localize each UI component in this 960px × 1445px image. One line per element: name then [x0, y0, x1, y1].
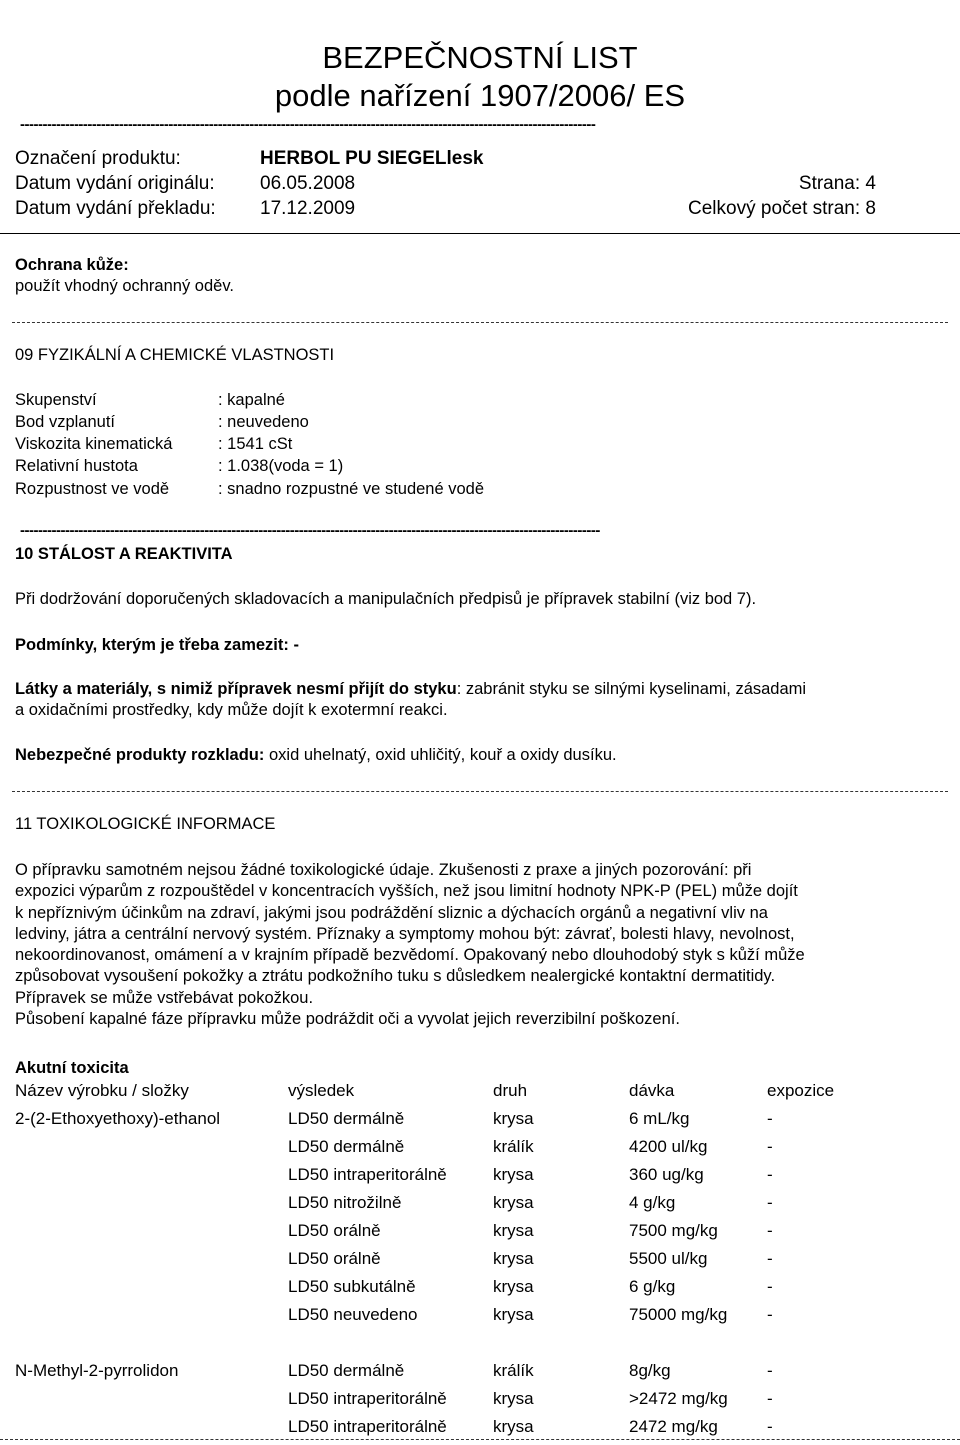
table-cell: krysa	[493, 1249, 534, 1268]
table-cell: králík	[493, 1137, 534, 1156]
text-line: expozici výparům z rozpouštědel v koncentracích vyšších, než jsou limitní hodnoty NPK-P (PEL) může dojít	[15, 882, 798, 901]
table-cell: krysa	[493, 1389, 534, 1408]
table-cell	[15, 1137, 288, 1165]
incompatible-materials-line2: a oxidačními prostředky, kdy může dojít k exotermní reakci.	[15, 701, 448, 719]
table-row	[15, 1193, 834, 1221]
table-cell: krysa	[493, 1193, 534, 1212]
table-spacer-row	[15, 1333, 834, 1361]
table-row	[15, 1221, 834, 1249]
incompatible-materials-text: : zabránit styku se silnými kyselinami, zásadami	[456, 680, 807, 698]
table-cell: krysa	[493, 1417, 534, 1436]
footer-divider	[0, 1439, 960, 1440]
document-subtitle: podle nařízení 1907/2006/ ES	[274, 78, 686, 113]
column-header: Název výrobku / složky	[15, 1081, 189, 1100]
property-label: Bod vzplanutí	[15, 413, 115, 431]
text-line: způsobovat vysoušení pokožky a ztrátu podkožního tuku s důsledkem nealergické kontaktní dermatitidy.	[15, 967, 776, 986]
total-pages: Celkový počet stran: 8	[688, 198, 876, 219]
text-line: k nepříznivým účinkům na zdraví, jakými jsou podráždění sliznic a dýchacích orgánů a negativní vliv na	[15, 903, 768, 922]
property-value: : kapalné	[218, 391, 285, 409]
skin-heading: Ochrana kůže:	[15, 256, 129, 274]
table-cell: 4200 ul/kg	[629, 1137, 708, 1156]
text-line: ledviny, játra a centrální nervový systém. Příznaky a symptomy mohou být: závrať, bolesti hlavy, nevolnost,	[15, 924, 795, 943]
product-label: Označení produktu:	[15, 148, 181, 169]
table-row	[15, 1361, 834, 1389]
property-value: : 1541 cSt	[218, 435, 293, 453]
column-header: výsledek	[288, 1081, 355, 1100]
column-header: druh	[493, 1081, 528, 1100]
table-cell: krysa	[493, 1165, 534, 1184]
table-cell: LD50 subkutálně	[288, 1277, 416, 1296]
table-cell: -	[767, 1165, 773, 1184]
decomposition-products	[15, 746, 617, 765]
table-cell: krysa	[493, 1109, 534, 1128]
table-cell: LD50 orálně	[288, 1249, 381, 1268]
property-label: Viskozita kinematická	[15, 435, 173, 453]
translation-date-label: Datum vydání překladu:	[15, 198, 216, 219]
column-header: expozice	[767, 1081, 835, 1100]
skin-text: použít vhodný ochranný oděv.	[15, 277, 234, 295]
table-cell	[15, 1165, 288, 1193]
table-cell: LD50 neuvedeno	[288, 1305, 418, 1324]
header-rule	[0, 233, 960, 234]
table-cell	[15, 1221, 288, 1249]
table-cell: LD50 dermálně	[288, 1109, 405, 1128]
table-cell: -	[767, 1389, 773, 1408]
table-cell: >2472 mg/kg	[629, 1389, 728, 1408]
table-cell: LD50 orálně	[288, 1221, 381, 1240]
section10-divider: ---------------------------------------------------------------------------------------------------------------------------------	[20, 522, 600, 539]
text-line: Působení kapalné fáze přípravku může podráždit oči a vyvolat jejich reverzibilní poškození.	[15, 1010, 680, 1029]
table-row	[15, 1417, 834, 1445]
table-row	[15, 1389, 834, 1417]
incompatible-materials	[15, 680, 806, 699]
original-date-label: Datum vydání originálu:	[15, 173, 215, 194]
table-row	[15, 1137, 834, 1165]
acute-toxicity-table	[15, 1081, 834, 1445]
section-divider	[12, 791, 948, 792]
table-cell: 75000 mg/kg	[629, 1305, 728, 1324]
decomposition-text: oxid uhelnatý, oxid uhličitý, kouř a oxidy dusíku.	[264, 746, 617, 764]
table-cell: -	[767, 1137, 773, 1156]
table-cell: 6 g/kg	[629, 1277, 676, 1296]
table-cell	[15, 1193, 288, 1221]
section09-heading: 09 FYZIKÁLNÍ A CHEMICKÉ VLASTNOSTI	[15, 346, 335, 364]
section-divider	[12, 322, 948, 323]
text-line: nekoordinovanost, omámení a v krajním případě bezvědomí. Opakovaný nebo dlouhodobý styk s kůží může	[15, 946, 805, 965]
table-cell: -	[767, 1109, 773, 1128]
property-label: Skupenství	[15, 391, 97, 409]
table-cell: krysa	[493, 1305, 534, 1324]
table-cell: 6 mL/kg	[629, 1109, 690, 1128]
table-header-row	[15, 1081, 834, 1109]
table-cell: -	[767, 1305, 773, 1324]
table-cell: 4 g/kg	[629, 1193, 676, 1212]
property-label: Relativní hustota	[15, 457, 138, 475]
table-cell: králík	[493, 1361, 534, 1380]
table-spacer	[15, 1333, 834, 1361]
table-cell: LD50 intraperitorálně	[288, 1389, 447, 1408]
property-label: Rozpustnost ve vodě	[15, 480, 170, 498]
table-cell	[15, 1417, 288, 1445]
translation-date-value: 17.12.2009	[260, 198, 356, 219]
table-cell	[15, 1389, 288, 1417]
table-cell: -	[767, 1417, 773, 1436]
table-cell	[15, 1277, 288, 1305]
conditions-to-avoid: Podmínky, kterým je třeba zamezit: -	[15, 636, 299, 654]
property-value: : 1.038(voda = 1)	[218, 457, 344, 475]
section10-heading: 10 STÁLOST A REAKTIVITA	[15, 545, 233, 563]
table-cell: 5500 ul/kg	[629, 1249, 708, 1268]
property-value: : snadno rozpustné ve studené vodě	[218, 480, 485, 498]
toxicology-text	[15, 860, 805, 1030]
column-header: dávka	[629, 1081, 675, 1100]
table-cell: LD50 intraperitorálně	[288, 1165, 447, 1184]
table-cell: 8g/kg	[629, 1361, 671, 1380]
acute-toxicity-heading: Akutní toxicita	[15, 1059, 129, 1077]
table-row	[15, 1277, 834, 1305]
table-cell: 2-(2-Ethoxyethoxy)-ethanol	[15, 1109, 221, 1128]
table-cell: -	[767, 1361, 773, 1380]
document-title: BEZPEČNOSTNÍ LIST	[322, 40, 638, 75]
table-cell	[15, 1249, 288, 1277]
table-cell: -	[767, 1277, 773, 1296]
table-row	[15, 1305, 834, 1333]
page-number: Strana: 4	[798, 173, 876, 194]
table-cell: 7500 mg/kg	[629, 1221, 718, 1240]
table-cell: -	[767, 1221, 773, 1240]
stability-text: Při dodržování doporučených skladovacích a manipulačních předpisů je přípravek stabilní (viz bod 7).	[15, 590, 757, 608]
text-line: Přípravek se může vstřebávat pokožkou.	[15, 988, 314, 1007]
table-row	[15, 1109, 834, 1137]
incompatible-materials-label: Látky a materiály, s nimiž přípravek nesmí přijít do styku	[15, 680, 457, 698]
table-cell: krysa	[493, 1277, 534, 1296]
table-cell: 2472 mg/kg	[629, 1417, 718, 1436]
property-value: : neuvedeno	[218, 413, 309, 431]
table-cell: krysa	[493, 1221, 534, 1240]
text-line: O přípravku samotném nejsou žádné toxikologické údaje. Zkušenosti z praxe a jiných pozorování: při	[15, 861, 752, 879]
table-cell: 360 ug/kg	[629, 1165, 704, 1184]
table-cell: N-Methyl-2-pyrrolidon	[15, 1361, 179, 1380]
product-value: HERBOL PU SIEGELlesk	[260, 148, 484, 169]
table-cell	[15, 1305, 288, 1333]
section11-heading: 11 TOXIKOLOGICKÉ INFORMACE	[15, 815, 276, 833]
header-divider: --------------------------------------------------------------------------------------------------------------------------------	[20, 116, 596, 133]
table-cell: -	[767, 1249, 773, 1268]
table-cell: LD50 dermálně	[288, 1361, 405, 1380]
table-cell: LD50 dermálně	[288, 1137, 405, 1156]
table-row	[15, 1249, 834, 1277]
original-date-value: 06.05.2008	[260, 173, 356, 194]
decomposition-label: Nebezpečné produkty rozkladu:	[15, 746, 265, 764]
table-cell: LD50 intraperitorálně	[288, 1417, 447, 1436]
table-cell: -	[767, 1193, 773, 1212]
table-row	[15, 1165, 834, 1193]
table-cell: LD50 nitrožilně	[288, 1193, 402, 1212]
